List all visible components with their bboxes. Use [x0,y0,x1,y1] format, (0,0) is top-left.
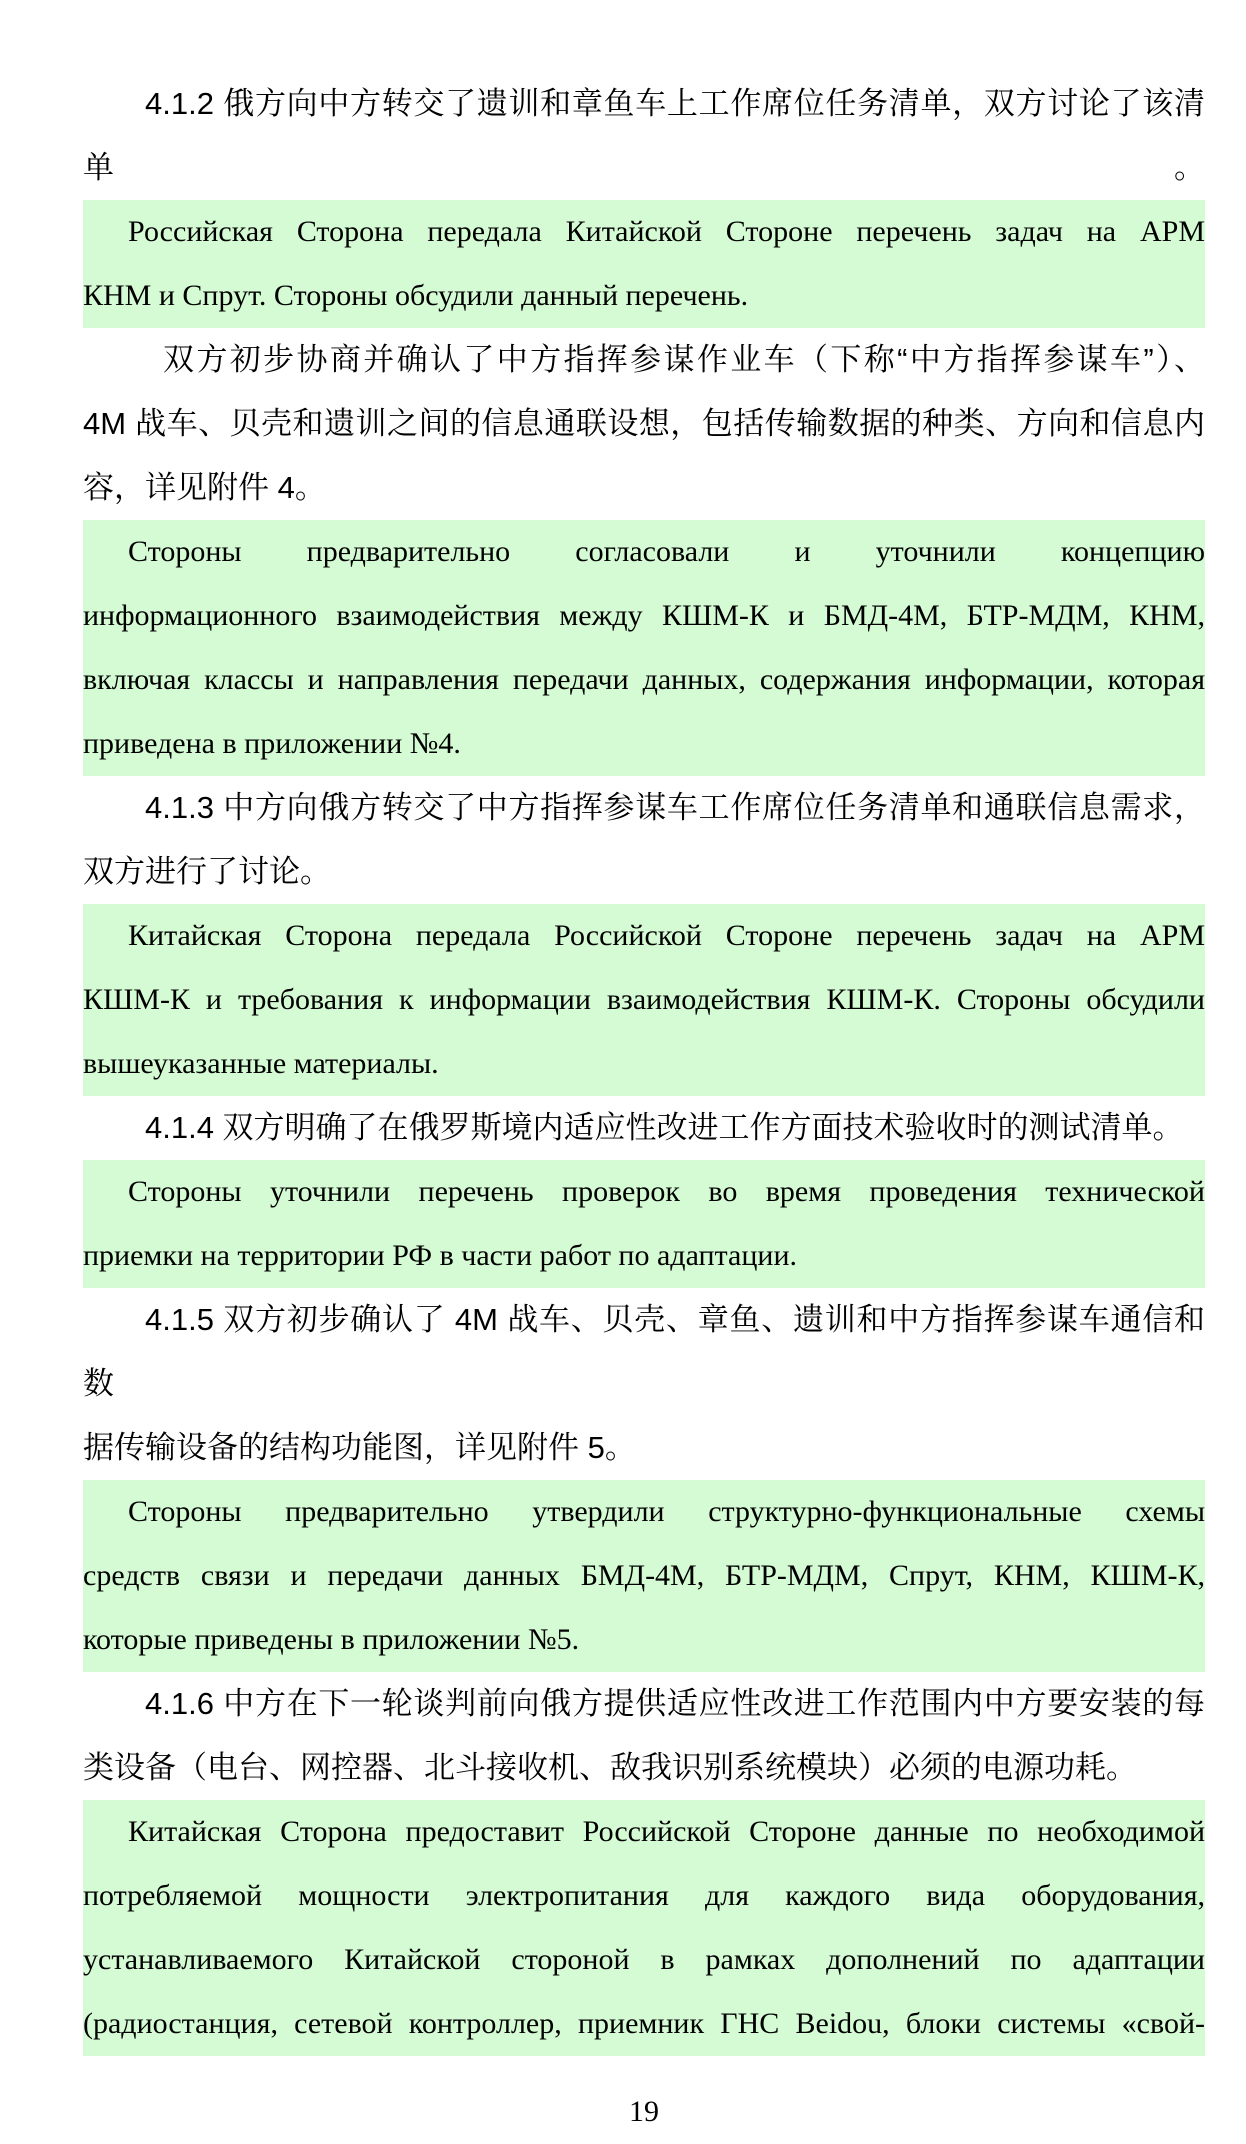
text-line: приемки на территории РФ в части работ по адаптации. [83,1239,797,1272]
text-line: Китайская Сторона передала Российской Стороне перечень задач на АРМ [128,919,1205,952]
text-line: КНМ и Спрут. Стороны обсудили данный перечень. [83,279,749,312]
para-4-1-5-zh [83,1288,1205,1480]
text-line: 4.1.4 双方明确了在俄罗斯境内适应性改进工作方面技术验收时的测试清单。 [145,1110,1184,1145]
para-4-1-3-zh [83,776,1205,904]
text-line: 类设备（电台、网控器、北斗接收机、敌我识别系统模块）必须的电源功耗。 [83,1750,1137,1785]
text-line: Стороны предварительно утвердили структурно-функциональные схемы [128,1495,1205,1528]
text-line: включая классы и направления передачи данных, содержания информации, которая [83,663,1205,696]
text-line: Стороны предварительно согласовали и уточнили концепцию [128,535,1205,568]
text-line: вышеуказанные материалы. [83,1047,439,1080]
para-4-1-2-ru-2 [83,520,1205,776]
text-line: 4.1.5 双方初步确认了 4M 战车、贝壳、章鱼、遗训和中方指挥参谋车通信和数 [83,1302,1205,1401]
para-4-1-2-ru [83,200,1205,328]
para-4-1-6-zh [83,1672,1205,1800]
text-line: приведена в приложении №4. [83,727,461,760]
text-line: средств связи и передачи данных БМД-4М, БТР-МДМ, Спрут, КНМ, КШМ-К, [83,1559,1205,1592]
text-line: 4.1.3 中方向俄方转交了中方指挥参谋车工作席位任务清单和通联信息需求， [145,790,1205,825]
text-line: (радиостанция, сетевой контроллер, приемник ГНС Beidou, блоки системы «свой- [83,2007,1205,2040]
text-line: 4.1.2 俄方向中方转交了遗训和章鱼车上工作席位任务清单，双方讨论了该清单。 [83,86,1205,185]
text-line: 4.1.6 中方在下一轮谈判前向俄方提供适应性改进工作范围内中方要安装的每 [145,1686,1205,1721]
text-line: информационного взаимодействия между КШМ-К и БМД-4М, БТР-МДМ, КНМ, [83,599,1205,632]
text-line: 双方进行了讨论。 [83,854,331,889]
text-line: КШМ-К и требования к информации взаимодействия КШМ-К. Стороны обсудили [83,983,1205,1016]
text-line: Российская Сторона передала Китайской Стороне перечень задач на АРМ [128,215,1205,248]
text-line: которые приведены в приложении №5. [83,1623,580,1656]
text-line: потребляемой мощности электропитания для каждого вида оборудования, [83,1879,1205,1912]
text-line: 4M 战车、贝壳和遗训之间的信息通联设想，包括传输数据的种类、方向和信息内 [83,406,1205,441]
text-line: 容，详见附件 4。 [83,470,326,505]
para-4-1-3-ru [83,904,1205,1096]
para-4-1-6-ru [83,1800,1205,2056]
text-line: 双方初步协商并确认了中方指挥参谋作业车（下称“中方指挥参谋车”）、 [163,342,1205,377]
text-line: Стороны уточнили перечень проверок во время проведения технической [128,1175,1205,1208]
para-4-1-4-zh [83,1096,1205,1160]
para-4-1-4-ru [83,1160,1205,1288]
para-4-1-2-zh [83,72,1205,200]
page-footer [83,2080,1205,2144]
page-number: 19 [629,2095,659,2128]
document-content [83,72,1205,2056]
text-line: устанавливаемого Китайской стороной в рамках дополнений по адаптации [83,1943,1205,1976]
text-line: 据传输设备的结构功能图，详见附件 5。 [83,1430,636,1465]
para-4-1-2-zh-2 [83,328,1205,520]
text-line: Китайская Сторона предоставит Российской Стороне данные по необходимой [128,1815,1205,1848]
para-4-1-5-ru [83,1480,1205,1672]
